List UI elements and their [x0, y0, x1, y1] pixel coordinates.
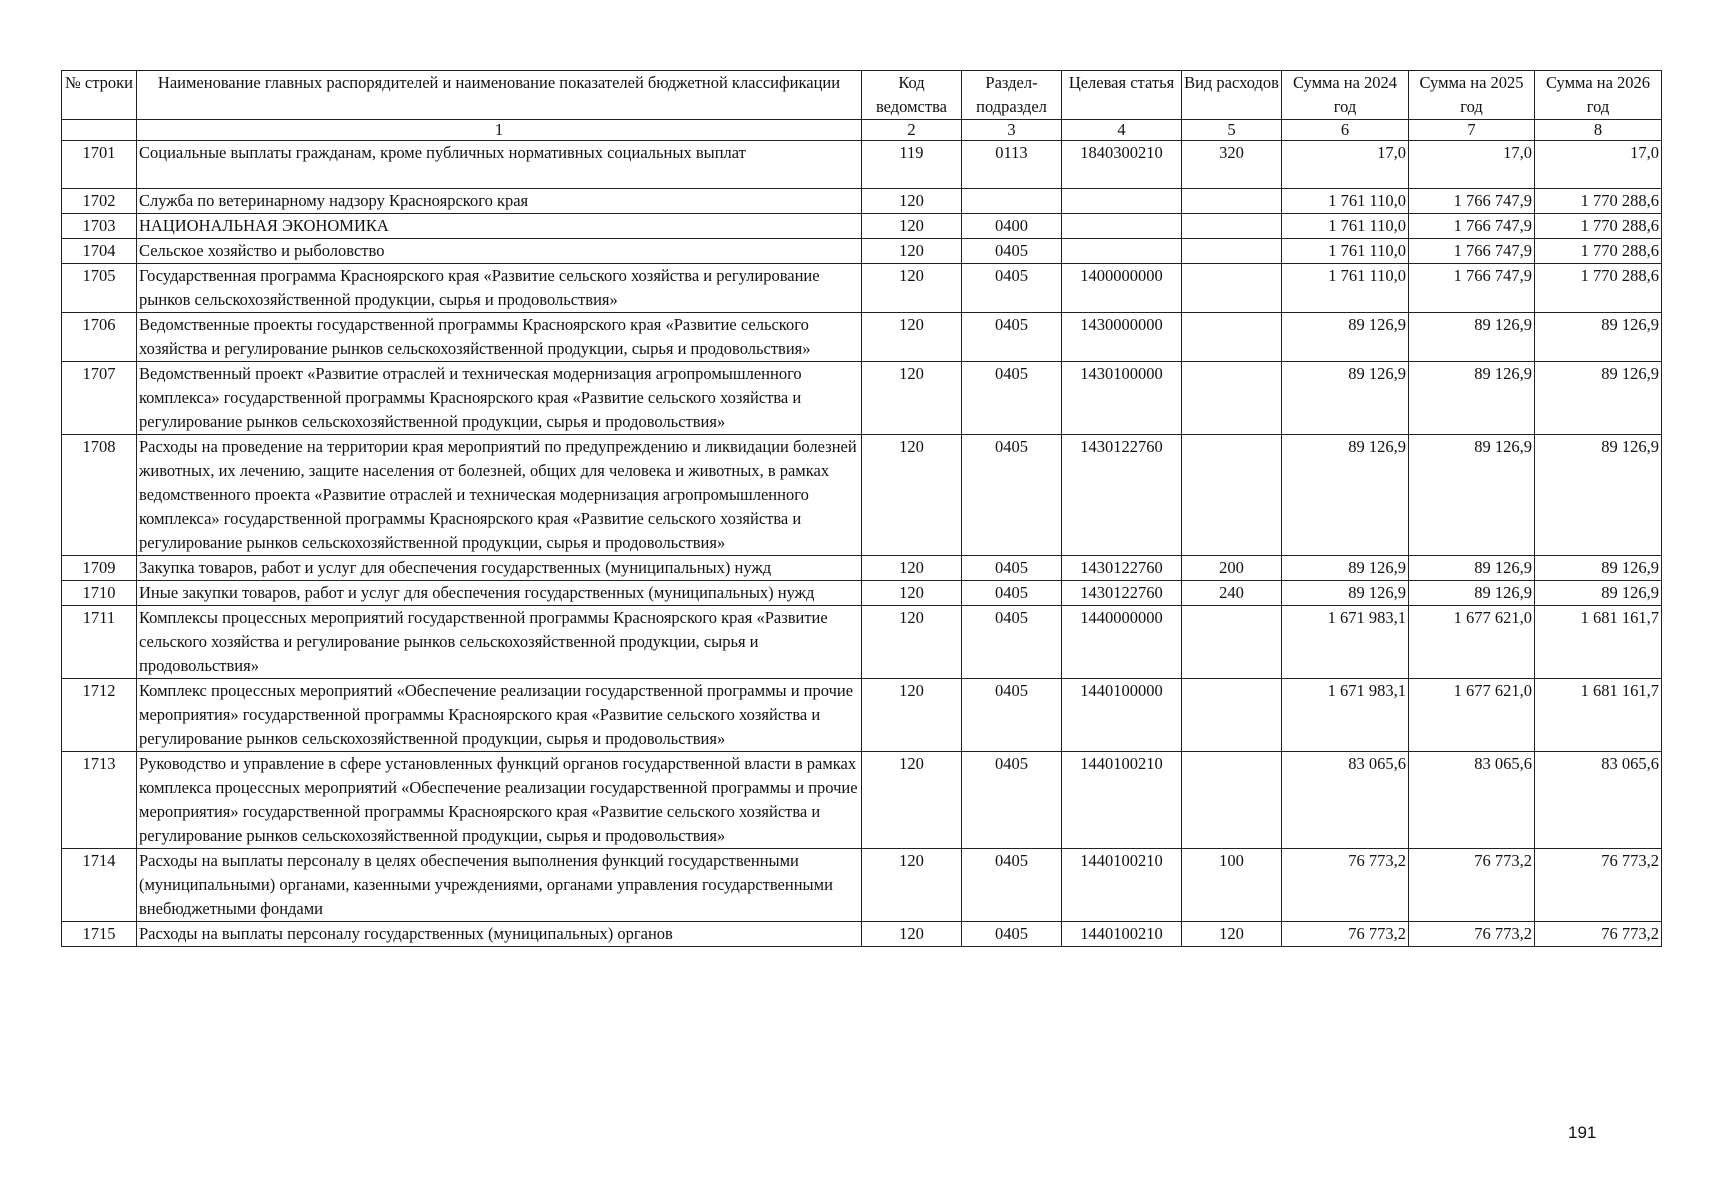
- row-sum-2026-cell: 89 126,9: [1535, 556, 1662, 581]
- row-dept-cell: 120: [862, 556, 962, 581]
- row-section-cell: 0405: [962, 435, 1062, 556]
- table-row: [62, 556, 1662, 581]
- row-section-cell: 0405: [962, 752, 1062, 849]
- column-number: 6: [1282, 120, 1409, 141]
- row-section-cell: 0113: [962, 141, 1062, 189]
- row-target-cell: [1062, 239, 1182, 264]
- row-target-cell: [1062, 189, 1182, 214]
- row-sum-2025-cell: 1 677 621,0: [1409, 606, 1535, 679]
- row-exp-type-cell: [1182, 214, 1282, 239]
- column-number: 1: [137, 120, 862, 141]
- budget-table: [61, 70, 1662, 947]
- row-target-cell: 1440100210: [1062, 849, 1182, 922]
- row-dept-cell: 120: [862, 679, 962, 752]
- header-exp-type: Вид расходов: [1182, 71, 1282, 120]
- row-sum-2025-cell: 1 677 621,0: [1409, 679, 1535, 752]
- row-section-cell: 0405: [962, 922, 1062, 947]
- row-number-cell: 1713: [62, 752, 137, 849]
- row-sum-2026-cell: 1 770 288,6: [1535, 239, 1662, 264]
- row-sum-2026-cell: 17,0: [1535, 141, 1662, 189]
- row-dept-cell: 120: [862, 922, 962, 947]
- header-sum-2024: Сумма на 2024 год: [1282, 71, 1409, 120]
- row-sum-2026-cell: 76 773,2: [1535, 849, 1662, 922]
- row-sum-2026-cell: 83 065,6: [1535, 752, 1662, 849]
- row-target-cell: 1430122760: [1062, 581, 1182, 606]
- row-exp-type-cell: [1182, 679, 1282, 752]
- row-name-cell: Руководство и управление в сфере установленных функций органов государственной власти в рамках комплекса процессных мероприятий «Обеспечение реализации государственной программы и прочие мероприятия» государственной программы Красноярского края «Развитие сельского хозяйства и регулирование рынков сельскохозяйственной продукции, сырья и продовольствия»: [137, 752, 862, 849]
- table-row: [62, 752, 1662, 849]
- row-target-cell: 1430100000: [1062, 362, 1182, 435]
- row-exp-type-cell: [1182, 189, 1282, 214]
- row-exp-type-cell: [1182, 313, 1282, 362]
- row-number-cell: 1703: [62, 214, 137, 239]
- row-name-cell: Расходы на проведение на территории края мероприятий по предупреждению и ликвидации болезней животных, их лечению, защите населения от болезней, общих для человека и животных, в рамках ведомственного проекта «Развитие отраслей и техническая модернизация агропромышленного комплекса» государственной программы Красноярского края «Развитие сельского хозяйства и регулирование рынков сельскохозяйственной продукции, сырья и продовольствия»: [137, 435, 862, 556]
- row-dept-cell: 120: [862, 189, 962, 214]
- row-target-cell: 1440000000: [1062, 606, 1182, 679]
- row-dept-cell: 120: [862, 313, 962, 362]
- row-name-cell: Ведомственные проекты государственной программы Красноярского края «Развитие сельского хозяйства и регулирование рынков сельскохозяйственной продукции, сырья и продовольствия»: [137, 313, 862, 362]
- table-row: [62, 214, 1662, 239]
- row-number-cell: 1706: [62, 313, 137, 362]
- row-dept-cell: 119: [862, 141, 962, 189]
- row-section-cell: 0405: [962, 556, 1062, 581]
- table-row: [62, 239, 1662, 264]
- row-exp-type-cell: [1182, 239, 1282, 264]
- row-target-cell: [1062, 214, 1182, 239]
- row-exp-type-cell: 120: [1182, 922, 1282, 947]
- row-sum-2025-cell: 1 766 747,9: [1409, 189, 1535, 214]
- header-name: Наименование главных распорядителей и наименование показателей бюджетной классификации: [137, 71, 862, 120]
- row-number-cell: 1712: [62, 679, 137, 752]
- header-dept: Код ведомства: [862, 71, 962, 120]
- row-sum-2026-cell: 1 681 161,7: [1535, 606, 1662, 679]
- row-sum-2024-cell: 89 126,9: [1282, 313, 1409, 362]
- header-section: Раздел-подраздел: [962, 71, 1062, 120]
- row-dept-cell: 120: [862, 362, 962, 435]
- row-number-cell: 1707: [62, 362, 137, 435]
- row-sum-2024-cell: 1 761 110,0: [1282, 239, 1409, 264]
- row-sum-2025-cell: 89 126,9: [1409, 435, 1535, 556]
- column-number: 7: [1409, 120, 1535, 141]
- budget-table-sheet: [61, 70, 1661, 947]
- row-exp-type-cell: [1182, 362, 1282, 435]
- row-sum-2024-cell: 1 761 110,0: [1282, 264, 1409, 313]
- row-section-cell: 0405: [962, 362, 1062, 435]
- table-row: [62, 606, 1662, 679]
- row-name-cell: Комплекс процессных мероприятий «Обеспечение реализации государственной программы и прочие мероприятия» государственной программы Красноярского края «Развитие сельского хозяйства и регулирование рынков сельскохозяйственной продукции, сырья и продовольствия»: [137, 679, 862, 752]
- row-dept-cell: 120: [862, 849, 962, 922]
- row-sum-2024-cell: 83 065,6: [1282, 752, 1409, 849]
- row-sum-2025-cell: 89 126,9: [1409, 581, 1535, 606]
- row-number-cell: 1708: [62, 435, 137, 556]
- header-sum-2026: Сумма на 2026 год: [1535, 71, 1662, 120]
- row-target-cell: 1430122760: [1062, 435, 1182, 556]
- row-exp-type-cell: [1182, 435, 1282, 556]
- row-exp-type-cell: 240: [1182, 581, 1282, 606]
- table-row: [62, 581, 1662, 606]
- row-sum-2024-cell: 89 126,9: [1282, 581, 1409, 606]
- row-sum-2026-cell: 76 773,2: [1535, 922, 1662, 947]
- row-name-cell: Сельское хозяйство и рыболовство: [137, 239, 862, 264]
- row-name-cell: Расходы на выплаты персоналу в целях обеспечения выполнения функций государственными (муниципальными) органами, казенными учреждениями, органами управления государственными внебюджетными фондами: [137, 849, 862, 922]
- row-exp-type-cell: [1182, 264, 1282, 313]
- header-row-no: № строки: [62, 71, 137, 120]
- table-row: [62, 435, 1662, 556]
- row-sum-2026-cell: 89 126,9: [1535, 313, 1662, 362]
- row-exp-type-cell: [1182, 752, 1282, 849]
- row-sum-2024-cell: 1 761 110,0: [1282, 214, 1409, 239]
- row-section-cell: 0405: [962, 606, 1062, 679]
- row-sum-2025-cell: 76 773,2: [1409, 849, 1535, 922]
- row-target-cell: 1440100210: [1062, 752, 1182, 849]
- row-name-cell: Служба по ветеринарному надзору Красноярского края: [137, 189, 862, 214]
- row-sum-2025-cell: 1 766 747,9: [1409, 264, 1535, 313]
- row-exp-type-cell: [1182, 606, 1282, 679]
- row-section-cell: 0405: [962, 679, 1062, 752]
- row-target-cell: 1440100000: [1062, 679, 1182, 752]
- row-number-cell: 1711: [62, 606, 137, 679]
- column-number: 5: [1182, 120, 1282, 141]
- header-row: [62, 71, 1662, 120]
- row-sum-2025-cell: 83 065,6: [1409, 752, 1535, 849]
- row-target-cell: 1430000000: [1062, 313, 1182, 362]
- row-dept-cell: 120: [862, 264, 962, 313]
- row-name-cell: Комплексы процессных мероприятий государственной программы Красноярского края «Развитие сельского хозяйства и регулирование рынков сельскохозяйственной продукции, сырья и продовольствия»: [137, 606, 862, 679]
- row-sum-2025-cell: 17,0: [1409, 141, 1535, 189]
- row-target-cell: 1430122760: [1062, 556, 1182, 581]
- row-sum-2024-cell: 1 671 983,1: [1282, 679, 1409, 752]
- table-row: [62, 189, 1662, 214]
- page-number: 191: [1568, 1123, 1597, 1142]
- row-sum-2025-cell: 89 126,9: [1409, 362, 1535, 435]
- column-number: 2: [862, 120, 962, 141]
- row-section-cell: 0405: [962, 849, 1062, 922]
- row-dept-cell: 120: [862, 606, 962, 679]
- row-sum-2026-cell: 1 770 288,6: [1535, 264, 1662, 313]
- row-sum-2024-cell: 89 126,9: [1282, 362, 1409, 435]
- row-sum-2026-cell: 89 126,9: [1535, 581, 1662, 606]
- row-dept-cell: 120: [862, 435, 962, 556]
- table-row: [62, 922, 1662, 947]
- column-number: 8: [1535, 120, 1662, 141]
- row-sum-2025-cell: 89 126,9: [1409, 556, 1535, 581]
- row-number-cell: 1702: [62, 189, 137, 214]
- row-name-cell: Закупка товаров, работ и услуг для обеспечения государственных (муниципальных) нужд: [137, 556, 862, 581]
- table-row: [62, 362, 1662, 435]
- row-section-cell: 0400: [962, 214, 1062, 239]
- table-row: [62, 313, 1662, 362]
- column-number: 3: [962, 120, 1062, 141]
- row-sum-2026-cell: 89 126,9: [1535, 435, 1662, 556]
- row-name-cell: Государственная программа Красноярского края «Развитие сельского хозяйства и регулирование рынков сельскохозяйственной продукции, сырья и продовольствия»: [137, 264, 862, 313]
- row-number-cell: 1715: [62, 922, 137, 947]
- row-number-cell: 1714: [62, 849, 137, 922]
- row-number-cell: 1705: [62, 264, 137, 313]
- row-section-cell: 0405: [962, 264, 1062, 313]
- column-number-row: [62, 120, 1662, 141]
- row-sum-2024-cell: 76 773,2: [1282, 849, 1409, 922]
- table-row: [62, 141, 1662, 189]
- row-dept-cell: 120: [862, 239, 962, 264]
- row-target-cell: 1440100210: [1062, 922, 1182, 947]
- row-sum-2025-cell: 89 126,9: [1409, 313, 1535, 362]
- column-number: 4: [1062, 120, 1182, 141]
- row-number-cell: 1709: [62, 556, 137, 581]
- table-row: [62, 679, 1662, 752]
- table-row: [62, 849, 1662, 922]
- row-sum-2024-cell: 1 671 983,1: [1282, 606, 1409, 679]
- row-name-cell: Расходы на выплаты персоналу государственных (муниципальных) органов: [137, 922, 862, 947]
- row-sum-2025-cell: 1 766 747,9: [1409, 239, 1535, 264]
- row-sum-2025-cell: 76 773,2: [1409, 922, 1535, 947]
- row-section-cell: 0405: [962, 581, 1062, 606]
- row-exp-type-cell: 100: [1182, 849, 1282, 922]
- row-dept-cell: 120: [862, 581, 962, 606]
- row-sum-2026-cell: 1 770 288,6: [1535, 189, 1662, 214]
- row-number-cell: 1704: [62, 239, 137, 264]
- row-exp-type-cell: 320: [1182, 141, 1282, 189]
- row-target-cell: 1840300210: [1062, 141, 1182, 189]
- row-sum-2026-cell: 89 126,9: [1535, 362, 1662, 435]
- header-sum-2025: Сумма на 2025 год: [1409, 71, 1535, 120]
- row-dept-cell: 120: [862, 752, 962, 849]
- table-row: [62, 264, 1662, 313]
- row-name-cell: Иные закупки товаров, работ и услуг для обеспечения государственных (муниципальных) нужд: [137, 581, 862, 606]
- row-sum-2024-cell: 1 761 110,0: [1282, 189, 1409, 214]
- row-sum-2026-cell: 1 681 161,7: [1535, 679, 1662, 752]
- row-section-cell: 0405: [962, 239, 1062, 264]
- column-number-blank: [62, 120, 137, 141]
- row-name-cell: Ведомственный проект «Развитие отраслей и техническая модернизация агропромышленного комплекса» государственной программы Красноярского края «Развитие сельского хозяйства и регулирование рынков сельскохозяйственной продукции, сырья и продовольствия»: [137, 362, 862, 435]
- table-body: [62, 141, 1662, 947]
- row-sum-2024-cell: 89 126,9: [1282, 435, 1409, 556]
- row-section-cell: 0405: [962, 313, 1062, 362]
- row-name-cell: НАЦИОНАЛЬНАЯ ЭКОНОМИКА: [137, 214, 862, 239]
- header-target: Целевая статья: [1062, 71, 1182, 120]
- row-exp-type-cell: 200: [1182, 556, 1282, 581]
- row-sum-2024-cell: 76 773,2: [1282, 922, 1409, 947]
- row-target-cell: 1400000000: [1062, 264, 1182, 313]
- row-sum-2025-cell: 1 766 747,9: [1409, 214, 1535, 239]
- row-number-cell: 1701: [62, 141, 137, 189]
- row-name-cell: Социальные выплаты гражданам, кроме публичных нормативных социальных выплат: [137, 141, 862, 189]
- row-sum-2024-cell: 17,0: [1282, 141, 1409, 189]
- row-dept-cell: 120: [862, 214, 962, 239]
- row-section-cell: [962, 189, 1062, 214]
- row-number-cell: 1710: [62, 581, 137, 606]
- row-sum-2026-cell: 1 770 288,6: [1535, 214, 1662, 239]
- row-sum-2024-cell: 89 126,9: [1282, 556, 1409, 581]
